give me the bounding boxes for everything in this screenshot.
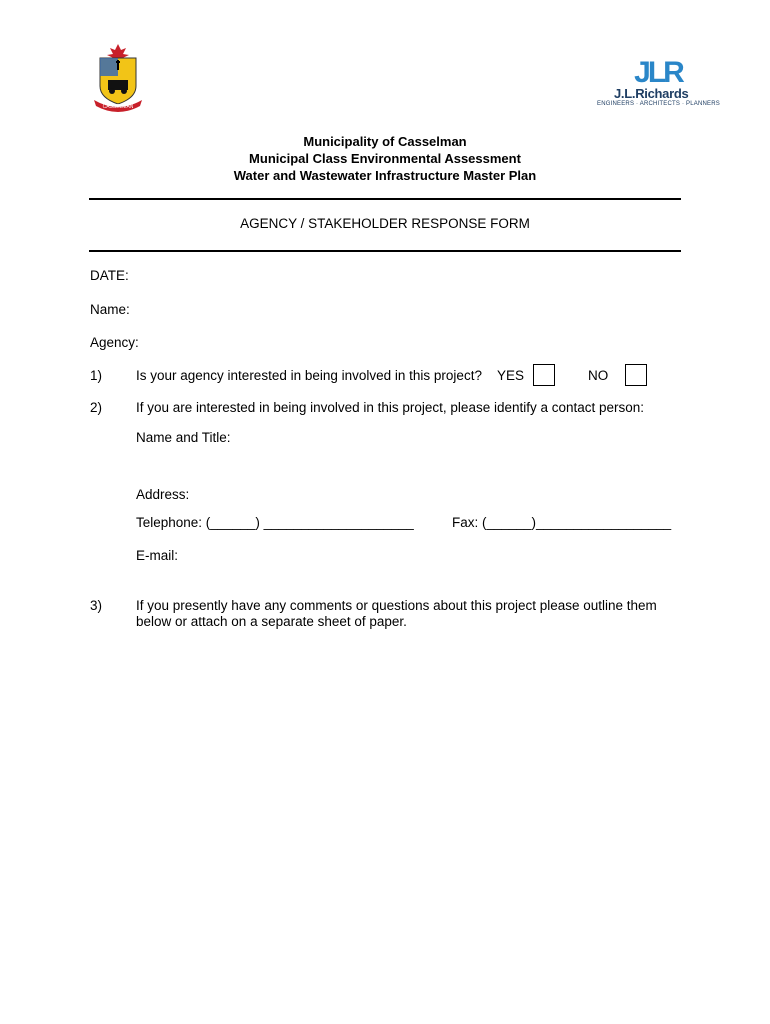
header-line-2: Municipal Class Environmental Assessment: [249, 151, 521, 166]
municipality-crest-logo: [92, 44, 144, 114]
bottom-divider: [89, 250, 681, 252]
q3-text-line-2: below or attach on a separate sheet of paper.: [136, 614, 407, 629]
header-line-3: Water and Wastewater Infrastructure Master Plan: [233, 168, 537, 183]
date-label: DATE:: [90, 268, 129, 283]
no-checkbox[interactable]: [625, 364, 647, 386]
top-divider: [89, 198, 681, 200]
q1-text: Is your agency interested in being involved in this project?: [136, 368, 482, 383]
form-title: AGENCY / STAKEHOLDER RESPONSE FORM: [240, 216, 530, 231]
name-title-label: Name and Title:: [136, 430, 231, 445]
agency-label: Agency:: [90, 335, 139, 350]
jlr-monogram-text: JLR: [634, 56, 682, 89]
crest-banner-text: CASSELMAN: [102, 104, 134, 110]
telephone-field[interactable]: Telephone: (______) ____________________: [136, 515, 414, 530]
fax-field[interactable]: Fax: (______)__________________: [452, 515, 672, 530]
q1-no-label: NO: [588, 368, 609, 383]
q3-number: 3): [90, 598, 103, 613]
email-label: E-mail:: [136, 548, 179, 563]
header-line-1: Municipality of Casselman: [303, 134, 467, 149]
q3-text-line-1: If you presently have any comments or questions about this project please outline them: [136, 598, 657, 613]
q1-number: 1): [90, 368, 103, 383]
q2-text: If you are interested in being involved in this project, please identify a contact person:: [136, 400, 645, 415]
q2-number: 2): [90, 400, 103, 415]
jlr-company-name: J.L.Richards: [614, 86, 689, 101]
address-label: Address:: [136, 487, 190, 502]
yes-checkbox[interactable]: [533, 364, 555, 386]
jlr-tagline: ENGINEERS · ARCHITECTS · PLANNERS: [597, 101, 720, 107]
name-label: Name:: [90, 302, 130, 317]
q1-yes-label: YES: [497, 368, 525, 383]
